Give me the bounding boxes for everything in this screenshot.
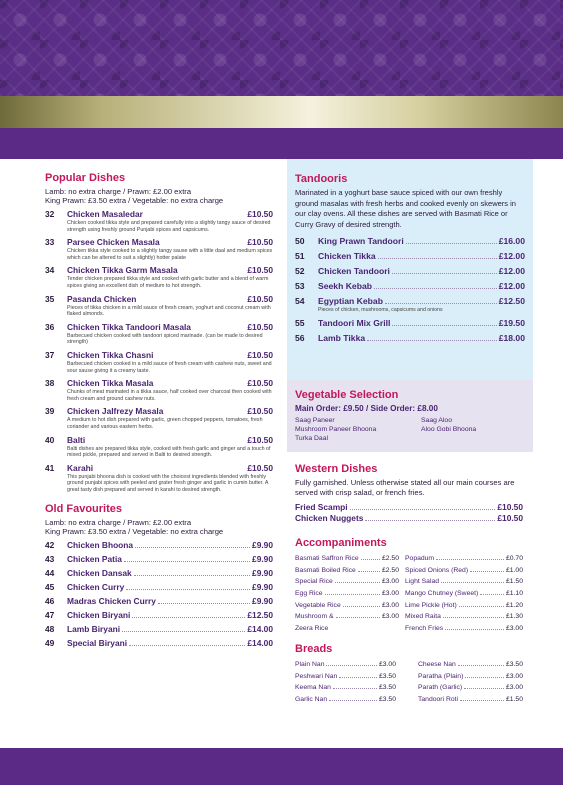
dish-number: 33 [45, 237, 55, 248]
tandoori-row [295, 318, 525, 328]
popular-note-2: King Prawn: £3.50 extra / Vegetable: no extra charge [45, 196, 224, 205]
dish-item [45, 265, 273, 289]
western-list [295, 502, 523, 524]
dish-description: A medium to hot dish prepared with garlic, green chopped peppers, tomatoes, fresh coriander and various eastern herbs. [67, 417, 263, 430]
dish-number: 46 [45, 596, 55, 607]
item-name: Tandoori Roti [418, 696, 459, 704]
dot-leader [122, 631, 245, 632]
vegetable-list [295, 416, 525, 443]
dish-item [45, 406, 273, 430]
dish-price: £12.00 [498, 266, 525, 277]
item-name: Basmati Boiled Rice [295, 566, 356, 574]
dish-name: Lamb Biryani [67, 624, 121, 635]
dish-item [45, 378, 273, 402]
item-name: Mushroom & [295, 613, 334, 621]
dish-item [45, 237, 273, 261]
tandoori-item [295, 333, 525, 343]
old-favourite-row [45, 638, 273, 652]
menu-line [295, 684, 396, 696]
dish-name: Chicken Tikka [318, 251, 376, 262]
accompaniments-section [295, 537, 523, 637]
dish-price: £10.50 [247, 237, 273, 248]
dish-number: 37 [45, 349, 55, 360]
item-price: £3.00 [505, 684, 523, 692]
dish-number: 52 [295, 266, 305, 277]
tandooris-list [295, 236, 525, 343]
dish-price: £9.90 [252, 568, 273, 579]
dot-leader [126, 589, 250, 590]
tandoori-item [295, 296, 525, 313]
menu-line [295, 696, 396, 708]
dish-name: Chicken Tandoori [318, 266, 390, 277]
dish-description: Barbecued chicken cooked in a mild sauce of fresh cream with cashew nuts, sweet and sour sause giving it a creamy taste. [67, 360, 272, 374]
damask-header-pattern [0, 0, 563, 96]
dot-leader [464, 688, 504, 689]
dish-number: 49 [45, 638, 55, 649]
dish-name: Chicken Patia [67, 554, 122, 565]
tandoori-row [295, 333, 525, 343]
dish-name: Chicken Biryani [67, 610, 131, 621]
menu-line [418, 661, 523, 673]
dish-price: £10.50 [247, 378, 273, 389]
accompaniments-left-list [295, 555, 405, 637]
dot-leader [350, 509, 496, 510]
dish-number: 47 [45, 610, 55, 621]
menu-line [405, 602, 523, 614]
dish-name: Seekh Kebab [318, 281, 372, 292]
dish-price: £10.50 [247, 265, 273, 276]
item-name: Spiced Onions (Red) [405, 566, 469, 574]
item-name: Cheese Nan [418, 661, 456, 668]
dish-item [45, 322, 273, 346]
dish-number: 53 [295, 281, 305, 292]
dish-price: £10.50 [247, 462, 273, 473]
item-price: £1.50 [505, 696, 523, 704]
dish-name: Chicken Curry [67, 582, 125, 593]
dot-leader [443, 617, 504, 618]
tandooris-panel [287, 159, 533, 380]
dot-leader [336, 617, 380, 618]
dish-description: Barbecued chicken cooked with tandoori spiced marinade. (can be made to desired strength) [67, 332, 263, 346]
vegetable-item: Saag Paneer [295, 417, 335, 424]
dish-name: Egyptian Kebab [318, 296, 383, 307]
dish-price: £14.00 [247, 638, 273, 649]
dish-name: Special Biryani [67, 638, 128, 649]
item-price: £3.00 [505, 625, 523, 633]
dish-price: £12.50 [247, 610, 273, 621]
item-price: £3.50 [378, 672, 396, 680]
dish-number: 54 [295, 296, 305, 307]
dish-price: £12.50 [498, 296, 525, 307]
item-price: £3.50 [378, 684, 396, 692]
dot-leader [343, 606, 380, 607]
dish-price: £10.50 [497, 513, 523, 523]
old-favourites-list [45, 540, 273, 652]
item-name: Mango Chutney (Sweet) [405, 590, 479, 598]
item-price: £3.00 [378, 661, 396, 668]
old-note-2: King Prawn: £3.50 extra / Vegetable: no extra charge [45, 527, 224, 537]
vegetable-item: Mushroom Paneer Bhoona [295, 426, 377, 433]
header-purple-bar [0, 128, 563, 159]
dish-number: 56 [295, 333, 305, 344]
dish-heading [45, 322, 273, 332]
dot-leader [339, 677, 377, 678]
popular-note-1: Lamb: no extra charge / Prawn: £2.00 extra [45, 187, 192, 196]
western-intro: Fully garnished. Unless otherwise stated all our main courses are served with crisp salad, or french fries. [295, 478, 515, 497]
tandoori-item [295, 236, 525, 246]
item-price: £1.50 [505, 578, 523, 586]
dish-price: £10.50 [247, 406, 273, 417]
dot-leader [392, 325, 496, 326]
item-name: Vegetable Rice [295, 601, 341, 609]
dish-heading [45, 463, 273, 473]
western-title: Western Dishes [295, 463, 378, 475]
item-name: Peshwari Nan [295, 672, 338, 680]
dish-number: 36 [45, 321, 55, 332]
dish-heading [45, 265, 273, 275]
dish-price: £9.90 [252, 582, 273, 593]
western-row [295, 502, 523, 513]
dot-leader [361, 559, 380, 560]
tandoori-item [295, 251, 525, 261]
breads-section [295, 643, 523, 708]
dish-item [45, 294, 273, 318]
dish-description: This punjabi bhoona dish is cooked with the choicest ingredients blended with freshly ground punjabi spices with peeled and grater fresh ginger and garlic in cumin butter. A great tasty dish prepared and served in karahi to desired strength. [67, 473, 269, 493]
dish-description: Chicken tikka style cooked to a slightly tangy sause with a little daal and medium spices which can be altered to suit a slightly) hotter palate [67, 248, 273, 261]
dish-heading [45, 406, 273, 416]
tandooris-intro: Marinated in a yoghurt base sauce spiced with our own freshly ground masalas with fresh herbs and cooked evenly on skewers in our clay ovens. All these dishes are served with Basmati Rice or Curry Gravy of desired strength. [295, 188, 516, 229]
old-favourite-row [45, 568, 273, 582]
item-name: Basmati Saffron Rice [295, 555, 359, 562]
dish-heading [45, 209, 273, 219]
dish-number: 51 [295, 251, 305, 262]
dish-number: 42 [45, 540, 55, 551]
accompaniments-right-list [405, 555, 523, 637]
item-price: £1.20 [505, 601, 523, 609]
dot-leader [335, 582, 380, 583]
item-price: £1.30 [505, 613, 523, 621]
dot-leader [134, 575, 250, 576]
menu-line [405, 625, 523, 637]
dish-description: Tender chicken prepared tikka style and cooked with garlic butter and a blend of warm spices giving an excellent dish of medium to hot strength. [67, 276, 269, 289]
dish-number: 39 [45, 406, 55, 417]
item-price: £3.00 [381, 613, 399, 621]
tandooris-title: Tandooris [295, 173, 348, 185]
tandoori-row [295, 236, 525, 246]
dish-price: £9.90 [252, 596, 273, 607]
dish-price: £10.50 [247, 434, 273, 445]
dot-leader [458, 665, 504, 666]
dish-description: Pieces of chicken, mushrooms, capsicums and onions [318, 307, 443, 314]
menu-line [295, 578, 399, 590]
dish-name: Chicken Nuggets [295, 513, 364, 523]
tandoori-row [295, 266, 525, 276]
dot-leader [158, 603, 250, 604]
accompaniments-title: Accompaniments [295, 537, 387, 549]
vegetable-item: Aloo Gobi Bhoona [421, 426, 477, 433]
dish-number: 55 [295, 318, 305, 329]
breads-right-list [418, 661, 523, 708]
tandoori-row [295, 296, 525, 306]
dish-name: Chicken Tikka Garm Masala [67, 265, 178, 276]
dish-description: Pieces of tikka chicken in a mild sauce of fresh cream, yoghurt and coconut cream with flaked almonds. [67, 304, 271, 318]
dish-name: Chicken Masaledar [67, 209, 143, 219]
vegetable-item: Turka Daal [295, 435, 328, 442]
item-name: Egg Rice [295, 590, 323, 598]
menu-line [405, 590, 523, 602]
dish-number: 43 [45, 554, 55, 565]
dish-item [45, 350, 273, 374]
item-name: Special Rice [295, 578, 333, 586]
item-price: £2.50 [381, 566, 399, 574]
item-price: £3.00 [381, 590, 399, 598]
dot-leader [365, 520, 495, 521]
dot-leader [392, 273, 497, 274]
breads-left-list [295, 661, 418, 708]
item-name: Plain Nan [295, 661, 325, 668]
dish-name: Karahi [67, 462, 94, 473]
dish-price: £16.00 [498, 236, 525, 247]
vegetable-item: Saag Aloo [421, 417, 452, 424]
dish-name: Chicken Tikka Masala [67, 378, 154, 389]
dot-leader [378, 258, 497, 259]
menu-line [418, 696, 523, 708]
item-price: £1.10 [505, 590, 523, 598]
dot-leader [470, 571, 504, 572]
item-name: Garlic Nan [295, 696, 328, 704]
dish-price: £12.00 [498, 251, 525, 262]
menu-line [295, 673, 396, 685]
menu-line [295, 602, 399, 614]
menu-line [295, 555, 399, 567]
item-price: £3.00 [381, 601, 399, 609]
tandoori-item [295, 281, 525, 291]
dish-price: £9.90 [252, 540, 273, 551]
dot-leader [374, 288, 497, 289]
old-favourite-row [45, 596, 273, 610]
item-price: £3.50 [378, 696, 396, 704]
vegetable-title: Vegetable Selection [295, 389, 399, 401]
menu-line [405, 555, 523, 567]
item-price: £0.70 [505, 555, 523, 562]
menu-line [418, 684, 523, 696]
menu-line [295, 625, 399, 637]
tandoori-item [295, 266, 525, 276]
old-favourite-row [45, 610, 273, 624]
footer-purple-bar [0, 748, 563, 785]
dish-price: £10.50 [247, 349, 273, 360]
dish-heading [45, 237, 273, 247]
dish-price: £9.90 [252, 554, 273, 565]
dot-leader [460, 700, 504, 701]
item-name: Zeera Rice [295, 625, 329, 633]
left-column [45, 172, 273, 652]
item-name: French Fries [405, 625, 444, 633]
menu-line [405, 613, 523, 625]
item-name: Parath (Garlic) [418, 684, 463, 692]
dish-name: Chicken Bhoona [67, 540, 134, 551]
dish-number: 45 [45, 582, 55, 593]
dish-name: Chicken Dansak [67, 568, 132, 579]
popular-dishes-list [45, 209, 273, 493]
dish-name: Madras Chicken Curry [67, 596, 156, 607]
dot-leader [129, 645, 245, 646]
old-favourites-title: Old Favourites [45, 503, 123, 516]
item-price: £3.00 [505, 672, 523, 680]
dot-leader [367, 340, 497, 341]
menu-line [405, 567, 523, 579]
dish-name: Balti [67, 434, 86, 445]
dish-description: Chicken cooked tikka style and prepared carefully into a slightly tangy sauce of desired strength using freshly ground Punjabi spices and capsicums. [67, 220, 271, 233]
menu-line [418, 673, 523, 685]
dish-item [45, 435, 273, 459]
dot-leader [132, 617, 245, 618]
menu-line [295, 567, 399, 579]
dish-name: Lamb Tikka [318, 333, 366, 344]
dish-name: Tandoori Mix Grill [318, 318, 391, 329]
dish-price: £19.50 [498, 318, 525, 329]
dish-name: Pasanda Chicken [67, 293, 137, 304]
western-row [295, 513, 523, 524]
tandoori-row [295, 281, 525, 291]
dot-leader [465, 677, 504, 678]
item-price: £2.50 [381, 555, 399, 562]
dish-heading [45, 378, 273, 388]
dish-item [45, 209, 273, 233]
dot-leader [358, 571, 380, 572]
item-name: Mixed Raita [405, 613, 441, 621]
dish-item [45, 463, 273, 494]
old-favourite-row [45, 582, 273, 596]
item-name: Light Salad [405, 578, 440, 586]
dish-price: £14.00 [247, 624, 273, 635]
item-name: Paratha (Plain) [418, 672, 464, 680]
breads-title: Breads [295, 643, 333, 655]
dot-leader [333, 688, 377, 689]
old-favourite-row [45, 554, 273, 568]
western-section [295, 463, 523, 524]
dish-name: Fried Scampi [295, 502, 348, 512]
item-name: Keema Nan [295, 684, 331, 692]
dish-number: 44 [45, 568, 55, 579]
dish-number: 48 [45, 624, 55, 635]
menu-line [295, 590, 399, 602]
dot-leader [441, 582, 504, 583]
dot-leader [135, 547, 250, 548]
menu-line [295, 613, 399, 625]
item-price: £3.00 [381, 578, 399, 586]
dish-name: King Prawn Tandoori [318, 236, 404, 247]
dish-name: Parsee Chicken Masala [67, 237, 160, 248]
item-price: £1.00 [505, 566, 523, 574]
item-name: Popadum [405, 555, 435, 562]
dot-leader [480, 594, 504, 595]
vegetable-panel [287, 380, 533, 452]
dish-name: Chicken Jalfrezy Masala [67, 406, 164, 417]
dish-number: 50 [295, 236, 305, 247]
dish-price: £10.50 [247, 293, 273, 304]
dish-heading [45, 435, 273, 445]
dish-price: £18.00 [498, 333, 525, 344]
dish-number: 35 [45, 293, 55, 304]
old-favourite-row [45, 540, 273, 554]
dot-leader [385, 303, 497, 304]
dot-leader [124, 561, 250, 562]
dish-number: 34 [45, 265, 55, 276]
dot-leader [329, 700, 377, 701]
dish-heading [45, 294, 273, 304]
dish-price: £12.00 [498, 281, 525, 292]
dish-heading [45, 350, 273, 360]
popular-dishes-title: Popular Dishes [45, 172, 126, 184]
dot-leader [325, 594, 380, 595]
dish-number: 32 [45, 209, 55, 219]
dot-leader [326, 665, 377, 666]
dish-price: £10.50 [497, 502, 523, 512]
dot-leader [445, 629, 504, 630]
dish-name: Chicken Tikka Tandoori Masala [67, 321, 191, 332]
dot-leader [459, 606, 504, 607]
dot-leader [436, 559, 504, 560]
dish-number: 38 [45, 378, 55, 389]
dish-number: 41 [45, 462, 55, 473]
item-price: £3.50 [505, 661, 523, 668]
old-favourite-row [45, 624, 273, 638]
menu-line [295, 661, 396, 673]
dish-price: £10.50 [247, 209, 273, 219]
dot-leader [406, 243, 497, 244]
dish-number: 40 [45, 434, 55, 445]
tandoori-item [295, 318, 525, 328]
old-note-1: Lamb: no extra charge / Prawn: £2.00 extra [45, 518, 192, 528]
dish-price: £10.50 [247, 321, 273, 332]
dish-name: Chicken Tikka Chasni [67, 349, 154, 360]
vegetable-prices: Main Order: £9.50 / Side Order: £8.00 [295, 404, 438, 413]
menu-line [405, 578, 523, 590]
dish-description: Chunks of meat marinated in a tikka sauce, half cooked over charcoal then cooked with fresh cream and ground cashew nuts. [67, 389, 272, 402]
gold-ribbon [0, 96, 563, 128]
item-name: Lime Pickle (Hot) [405, 601, 457, 609]
tandoori-row [295, 251, 525, 261]
dish-description: Balti dishes are prepared tikka style, cooked with fresh garlic and ginger and a touch of mixed pickle, prepared and served in Balti to desired strength. [67, 445, 271, 459]
